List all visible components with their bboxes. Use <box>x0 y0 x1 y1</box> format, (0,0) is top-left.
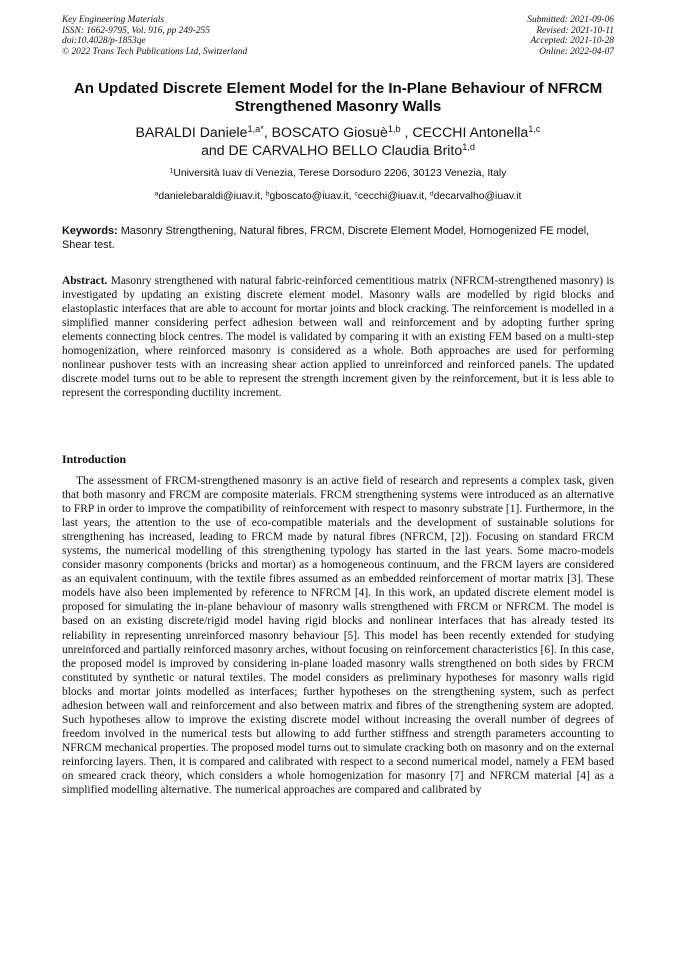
affiliation-marker: 1 <box>169 167 174 175</box>
abstract <box>62 274 614 400</box>
author-affil-marker: 1,b <box>387 123 401 134</box>
abstract-label: Abstract. <box>62 275 108 287</box>
author-name: BARALDI Daniele <box>135 124 248 140</box>
accepted-date: Accepted: 2021-10-28 <box>530 36 614 46</box>
introduction-paragraph: The assessment of FRCM-strengthened masonry is an active field of research and represents a complex task, given that both masonry and FRCM are composite materials. FRCM strengthening systems were introduced as an alternative to FRP in order to improve the compatibility of reinforcement with respect to masonry substrate [1]. Furthermore, in the last years, the attention to the use of eco-compatible materials and the development of sustainable solutions for strengthening has increased, leading to FRCM made by natural fibres (NFRCM, [2]). Focusing on standard FRCM systems, the numerical modelling of this strengthening typology has started in the last years. Some macro-models consider masonry components (bricks and mortar) as a homogeneous continuum, and the FRCM layers are considered as an equivalent continuum, with the textile fibres assumed as an embedded reinforcement of mortar matrix [3]. These models have also been implemented by reference to NFRCM [4]. In this work, an updated discrete element model is proposed for simulating the in-plane behaviour of masonry walls strengthened with FRCM or NFRCM. The model is based on an existing discrete/rigid model having rigid blocks and nonlinear interfaces that has already tested its reliability in representing unreinforced masonry behaviour [5]. This model has been recently extended for studying unreinforced and partially reinforced masonry arches, without focusing on reinforcement characteristics [6]. In this case, the proposed model is improved by considering in-plane loaded masonry walls strengthened on both sides by FRCM constituted by synthetic or natural textiles. The model considers as preliminary hypotheses for masonry walls rigid blocks and mortar joints modelled as interfaces; further hypotheses on the strengthening system, such as perfect adhesion between wall and reinforcement and also between matrix and fibres of the strengthening system are adopted. Such hypotheses allow to improve the existing discrete model without increasing the overall number of degrees of freedom involved in the numerical tests but allowing to add further stiffness and strength parameters accounting to NFRCM mechanical properties. The proposed model turns out to simulate cracking both on masonry and on the external reinforcing layers. Then, it is compared and calibrated with respect to a second numerical model, namely a FEM based on smeared crack theory, which considers a whole homogenization for masonry [7] and NFRCM material [4] as a simplified modelling alternative. The numerical approaches are compared and calibrated by <box>62 475 614 797</box>
email-address[interactable]: cecchi@iuav.it, <box>357 191 430 202</box>
email-address[interactable]: decarvalho@iuav.it <box>433 191 522 202</box>
journal-name: Key Engineering Materials <box>62 15 165 25</box>
email-marker: b <box>265 190 270 198</box>
revised-date: Revised: 2021-10-11 <box>536 25 614 36</box>
email-address[interactable]: gboscato@iuav.it, <box>269 191 355 202</box>
submitted-date: Submitted: 2021-09-06 <box>527 15 614 25</box>
email-list <box>62 190 614 203</box>
issn-line: ISSN: 1662-9795, Vol. 916, pp 249-255 <box>62 25 210 36</box>
paper-title: An Updated Discrete Element Model for the In-Plane Behaviour of NFRCM Strengthened Masonry Walls <box>73 80 603 115</box>
keywords-text: Masonry Strengthening, Natural fibres, FRCM, Discrete Element Model, Homogenized FE model, Shear test. <box>62 225 590 251</box>
email-address[interactable]: danielebaraldi@iuav.it, <box>158 191 266 202</box>
copyright-line: © 2022 Trans Tech Publications Ltd, Switzerland <box>62 46 248 57</box>
dates-info <box>527 15 614 57</box>
author-name: , BOSCATO Giosuè <box>263 124 388 140</box>
affiliation <box>62 167 614 180</box>
keywords-label: Keywords: <box>62 225 118 237</box>
author-name: and DE CARVALHO BELLO Claudia Brito <box>201 142 463 158</box>
email-marker: a <box>154 190 159 198</box>
section-heading-introduction: Introduction <box>62 452 127 466</box>
journal-info <box>62 15 247 57</box>
author-list <box>62 123 614 159</box>
email-marker: d <box>429 190 434 198</box>
author-affil-marker: 1,d <box>462 141 475 152</box>
abstract-text: Masonry strengthened with natural fabric-reinforced cementitious matrix (NFRCM-strengthened masonry) is investigated by updating an existing discrete element model. Masonry walls are modelled by rigid blocks and elastoplastic interfaces that are able to account for mortar joints and block cracking. The reinforcement is modelled in a simplified manner considering perfect adhesion between wall and reinforcement and by adopting further spring elements connecting block centres. The model is validated by comparing it with an existing FEM based on a multi-step homogenization, where reinforced masonry is considered as a whole. Both approaches are used for performing nonlinear pushover tests with an increasing shear action applied to unreinforced and reinforced panels. The updated discrete model turns out to be able to represent the strength increment given by the reinforcement, but it is less able to represent the corresponding ductility increment. <box>62 275 614 400</box>
email-marker: c <box>354 190 358 198</box>
online-date: Online: 2022-04-07 <box>539 46 614 57</box>
author-affil-marker: 1,a* <box>247 123 264 134</box>
author-affil-marker: 1,c <box>528 123 541 134</box>
doi-line: doi:10.4028/p-1853qe <box>62 36 146 46</box>
author-name: , CECCHI Antonella <box>400 124 529 140</box>
keywords <box>62 224 614 252</box>
affiliation-text: Università Iuav di Venezia, Terese Dorsoduro 2206, 30123 Venezia, Italy <box>173 168 507 179</box>
